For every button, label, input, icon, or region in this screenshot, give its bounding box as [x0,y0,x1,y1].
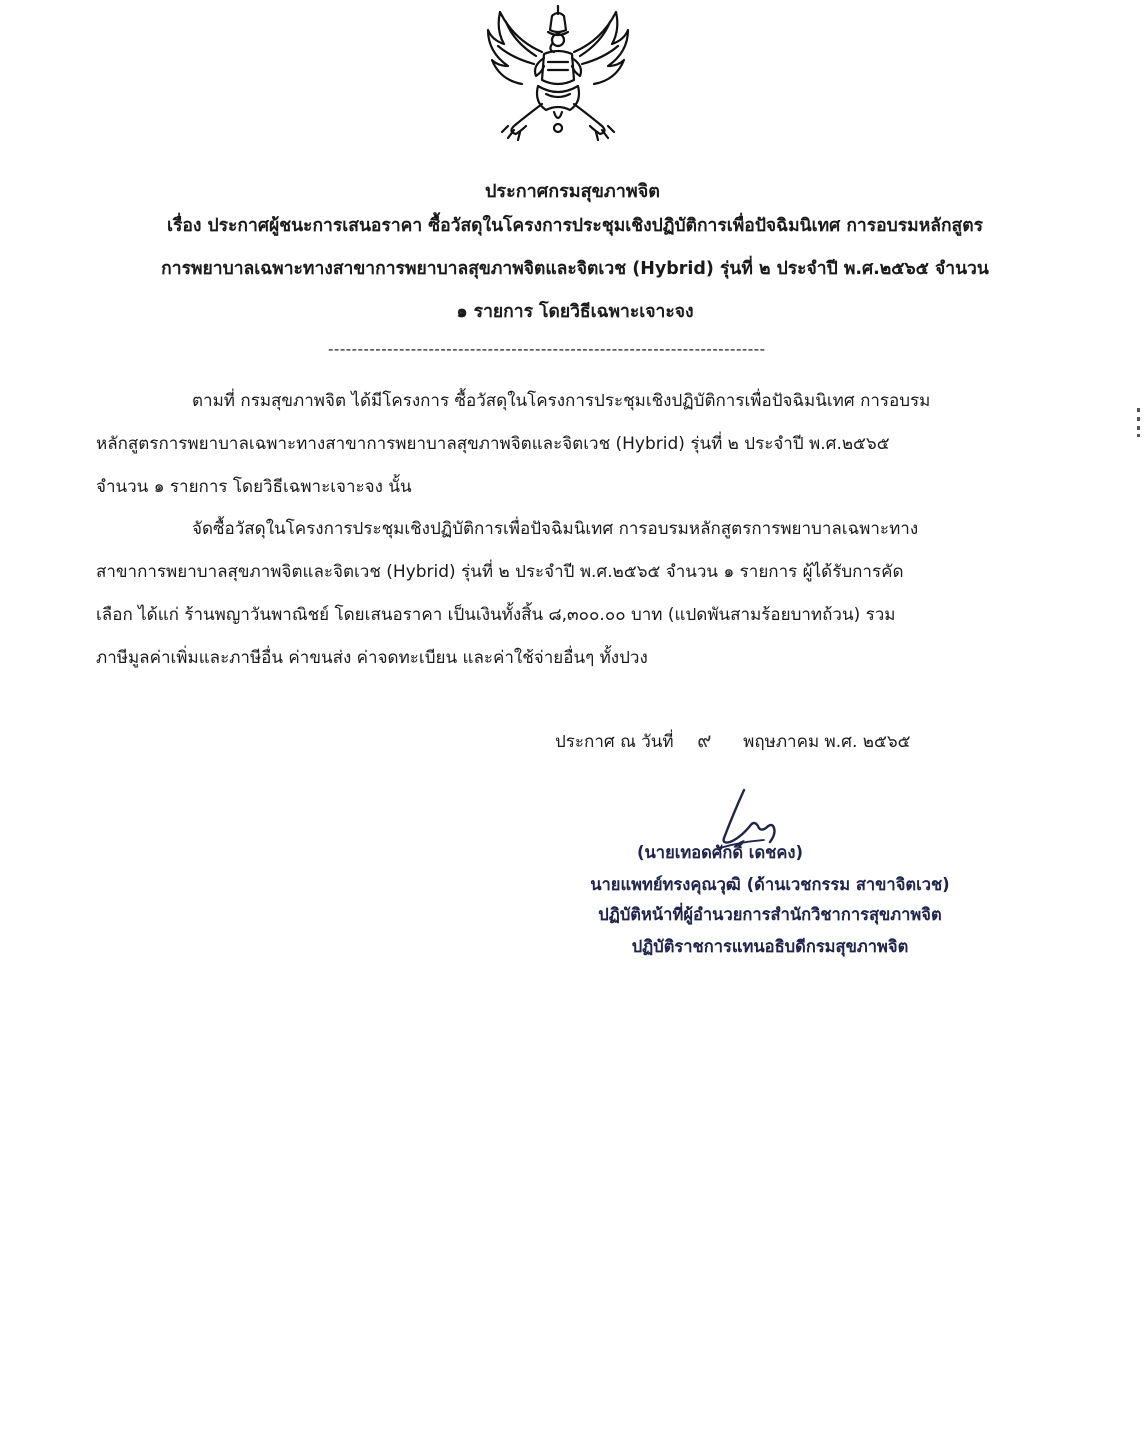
paragraph-line: เลือก ได้แก่ ร้านพญาวันพาณิชย์ โดยเสนอราคา เป็นเงินทั้งสิ้น ๘,๓๐๐.๐๐ บาท (แปดพันสามร้อยบาทถ้วน) รวม [96,605,896,625]
date-prefix: ประกาศ ณ วันที่ [555,732,674,752]
paragraph-two [96,508,1026,680]
announcement-date [555,724,911,756]
subject-line: เรื่อง ประกาศผู้ชนะการเสนอราคา ซื้อวัสดุในโครงการประชุมเชิงปฏิบัติการเพื่อปัจฉิมนิเทศ การอบรมหลักสูตร [167,216,983,236]
paragraph-line: จำนวน ๑ รายการ โดยวิธีเฉพาะเจาะจง นั้น [96,477,412,497]
divider-line: -------------------------------------------------------------------------- [328,340,766,358]
paragraph-one [96,380,1026,509]
signatory-name: (นายเทอดศักดิ์ เดชคง) [636,843,803,862]
document-title: ประกาศกรมสุขภาพจิต [485,181,660,202]
edge-marks [1135,408,1141,438]
paragraph-line: หลักสูตรการพยาบาลเฉพาะทางสาขาการพยาบาลสุขภาพจิตและจิตเวช (Hybrid) รุ่นที่ ๒ ประจำปี พ.ศ.๒๕๖๕ [96,434,890,454]
paragraph-line: สาขาการพยาบาลสุขภาพจิตและจิตเวช (Hybrid) รุ่นที่ ๒ ประจำปี พ.ศ.๒๕๖๕ จำนวน ๑ รายการ ผู้ได้รับการคัด [96,562,904,582]
date-month-year: พฤษภาคม พ.ศ. ๒๕๖๕ [743,732,911,752]
subject-line: การพยาบาลเฉพาะทางสาขาการพยาบาลสุขภาพจิตและจิตเวช (Hybrid) รุ่นที่ ๒ ประจำปี พ.ศ.๒๕๖๕ จำนวน [161,259,989,279]
paragraph-line: ตามที่ กรมสุขภาพจิต ได้มีโครงการ ซื้อวัสดุในโครงการประชุมเชิงปฏิบัติการเพื่อปัจฉิมนิเทศ การอบรม [192,391,931,411]
garuda-emblem-icon [478,0,638,145]
signatory-position: ปฏิบัติราชการแทนอธิบดีกรมสุขภาพจิต [631,937,909,956]
paragraph-line: จัดซื้อวัสดุในโครงการประชุมเชิงปฏิบัติการเพื่อปัจฉิมนิเทศ การอบรมหลักสูตรการพยาบาลเฉพาะทาง [192,519,919,539]
subject-heading [80,205,1070,334]
subject-line: ๑ รายการ โดยวิธีเฉพาะเจาะจง [456,302,694,322]
signatory-position: ปฏิบัติหน้าที่ผู้อำนวยการสำนักวิชาการสุขภาพจิต [598,905,942,924]
paragraph-line: ภาษีมูลค่าเพิ่มและภาษีอื่น ค่าขนส่ง ค่าจดทะเบียน และค่าใช้จ่ายอื่นๆ ทั้งปวง [96,648,648,668]
signatory-position: นายแพทย์ทรงคุณวุฒิ (ด้านเวชกรรม สาขาจิตเวช) [590,875,950,894]
date-day-handwritten: ๙ [696,727,713,753]
